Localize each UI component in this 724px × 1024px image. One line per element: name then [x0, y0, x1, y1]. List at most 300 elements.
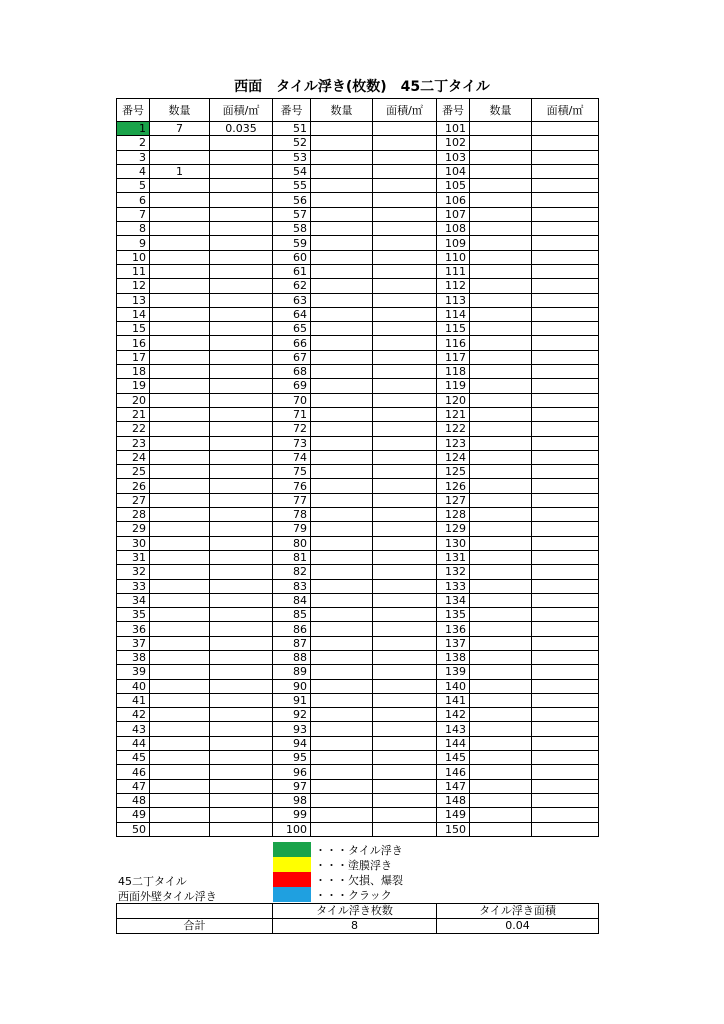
quantity-cell	[150, 207, 210, 221]
quantity-cell	[470, 122, 532, 136]
row-number-cell: 6	[117, 193, 150, 207]
row-number-cell: 148	[437, 793, 470, 807]
area-cell: 0.035	[210, 122, 273, 136]
row-number-cell: 39	[117, 665, 150, 679]
row-number-cell: 94	[273, 736, 311, 750]
row-number-cell: 38	[117, 650, 150, 664]
quantity-cell	[150, 336, 210, 350]
area-cell	[373, 350, 437, 364]
row-number-cell: 49	[117, 808, 150, 822]
quantity-cell	[470, 279, 532, 293]
row-number-cell: 55	[273, 179, 311, 193]
quantity-cell	[311, 765, 373, 779]
row-number-cell: 66	[273, 336, 311, 350]
quantity-cell	[311, 393, 373, 407]
area-cell	[373, 722, 437, 736]
quantity-cell	[150, 751, 210, 765]
quantity-cell	[311, 679, 373, 693]
area-cell	[373, 393, 437, 407]
area-cell	[532, 736, 599, 750]
row-number-cell: 63	[273, 293, 311, 307]
area-cell	[373, 736, 437, 750]
row-number-cell: 73	[273, 436, 311, 450]
table-row	[117, 307, 599, 321]
quantity-cell	[311, 450, 373, 464]
quantity-cell	[311, 508, 373, 522]
row-number-cell: 135	[437, 608, 470, 622]
summary-count-value: 8	[273, 919, 437, 934]
header-number: 番号	[437, 99, 470, 122]
table-row	[117, 593, 599, 607]
quantity-cell	[470, 522, 532, 536]
row-number-cell: 51	[273, 122, 311, 136]
area-cell	[532, 193, 599, 207]
row-number-cell: 3	[117, 150, 150, 164]
legend-label: ・・・タイル浮き	[315, 843, 403, 857]
quantity-cell	[150, 350, 210, 364]
area-cell	[210, 493, 273, 507]
row-number-cell: 41	[117, 693, 150, 707]
quantity-cell	[470, 293, 532, 307]
area-cell	[210, 136, 273, 150]
quantity-cell	[311, 193, 373, 207]
quantity-cell	[311, 665, 373, 679]
area-cell	[373, 493, 437, 507]
area-cell	[373, 608, 437, 622]
legend-item	[273, 872, 403, 887]
row-number-cell: 59	[273, 236, 311, 250]
area-cell	[532, 436, 599, 450]
row-number-cell: 26	[117, 479, 150, 493]
row-number-cell: 120	[437, 393, 470, 407]
table-row	[117, 150, 599, 164]
area-cell	[210, 793, 273, 807]
table-row	[117, 236, 599, 250]
row-number-cell: 121	[437, 407, 470, 421]
row-number-cell: 4	[117, 164, 150, 178]
area-cell	[532, 322, 599, 336]
row-number-cell: 88	[273, 650, 311, 664]
row-number-cell: 128	[437, 508, 470, 522]
area-cell	[532, 636, 599, 650]
quantity-cell	[311, 307, 373, 321]
area-cell	[210, 622, 273, 636]
row-number-cell: 127	[437, 493, 470, 507]
area-cell	[532, 379, 599, 393]
area-cell	[373, 679, 437, 693]
header-area: 面積/㎡	[210, 99, 273, 122]
area-cell	[373, 222, 437, 236]
row-number-cell: 16	[117, 336, 150, 350]
quantity-cell	[470, 136, 532, 150]
quantity-cell	[150, 379, 210, 393]
row-number-cell: 71	[273, 407, 311, 421]
color-legend	[273, 842, 403, 902]
area-cell	[532, 608, 599, 622]
area-cell	[532, 279, 599, 293]
table-row	[117, 808, 599, 822]
legend-swatch-green	[273, 842, 311, 857]
area-cell	[210, 336, 273, 350]
area-cell	[532, 307, 599, 321]
area-cell	[532, 550, 599, 564]
quantity-cell	[470, 250, 532, 264]
quantity-cell	[470, 608, 532, 622]
quantity-cell	[470, 222, 532, 236]
table-row	[117, 579, 599, 593]
quantity-cell	[311, 222, 373, 236]
area-cell	[210, 608, 273, 622]
quantity-cell	[311, 550, 373, 564]
row-number-cell: 82	[273, 565, 311, 579]
area-cell	[373, 465, 437, 479]
summary-count-header: タイル浮き枚数	[273, 904, 437, 919]
quantity-cell	[150, 179, 210, 193]
area-cell	[532, 822, 599, 836]
area-cell	[373, 164, 437, 178]
legend-item	[273, 842, 403, 857]
row-number-cell: 19	[117, 379, 150, 393]
area-cell	[373, 179, 437, 193]
quantity-cell	[150, 822, 210, 836]
row-number-cell: 17	[117, 350, 150, 364]
row-number-cell: 140	[437, 679, 470, 693]
quantity-cell	[470, 636, 532, 650]
row-number-cell: 102	[437, 136, 470, 150]
area-cell	[373, 579, 437, 593]
header-area: 面積/㎡	[373, 99, 437, 122]
area-cell	[532, 336, 599, 350]
row-number-cell: 93	[273, 722, 311, 736]
row-number-cell: 137	[437, 636, 470, 650]
row-number-cell: 87	[273, 636, 311, 650]
quantity-cell	[311, 736, 373, 750]
quantity-cell	[470, 465, 532, 479]
legend-item	[273, 887, 403, 902]
row-number-cell: 96	[273, 765, 311, 779]
quantity-cell	[150, 264, 210, 278]
area-cell	[210, 179, 273, 193]
row-number-cell: 78	[273, 508, 311, 522]
area-cell	[532, 465, 599, 479]
area-cell	[373, 479, 437, 493]
row-number-cell: 42	[117, 708, 150, 722]
quantity-cell	[150, 465, 210, 479]
summary-area-value: 0.04	[437, 919, 599, 934]
row-number-cell: 60	[273, 250, 311, 264]
row-number-cell: 44	[117, 736, 150, 750]
quantity-cell	[150, 393, 210, 407]
area-cell	[532, 593, 599, 607]
quantity-cell	[311, 236, 373, 250]
row-number-cell: 145	[437, 751, 470, 765]
area-cell	[532, 450, 599, 464]
quantity-cell	[311, 164, 373, 178]
quantity-cell	[150, 279, 210, 293]
table-row	[117, 293, 599, 307]
quantity-cell	[311, 207, 373, 221]
table-row	[117, 207, 599, 221]
area-cell	[532, 722, 599, 736]
row-number-cell: 31	[117, 550, 150, 564]
quantity-cell	[470, 565, 532, 579]
quantity-cell	[470, 579, 532, 593]
area-cell	[373, 508, 437, 522]
row-number-cell: 36	[117, 622, 150, 636]
quantity-cell	[470, 665, 532, 679]
table-row	[117, 522, 599, 536]
quantity-cell	[311, 350, 373, 364]
area-cell	[373, 122, 437, 136]
row-number-cell: 22	[117, 422, 150, 436]
row-number-cell: 13	[117, 293, 150, 307]
quantity-cell	[470, 164, 532, 178]
header-number: 番号	[117, 99, 150, 122]
row-number-cell: 149	[437, 808, 470, 822]
row-number-cell: 115	[437, 322, 470, 336]
row-number-cell: 70	[273, 393, 311, 407]
row-number-cell: 27	[117, 493, 150, 507]
table-row	[117, 751, 599, 765]
table-row	[117, 264, 599, 278]
table-row	[117, 122, 599, 136]
quantity-cell	[470, 722, 532, 736]
area-cell	[210, 150, 273, 164]
table-row	[117, 822, 599, 836]
area-cell	[532, 679, 599, 693]
area-cell	[532, 407, 599, 421]
area-cell	[532, 150, 599, 164]
quantity-cell	[311, 693, 373, 707]
row-number-cell: 86	[273, 622, 311, 636]
quantity-cell	[150, 565, 210, 579]
row-number-cell: 83	[273, 579, 311, 593]
table-row	[117, 136, 599, 150]
area-cell	[373, 808, 437, 822]
quantity-cell	[150, 436, 210, 450]
quantity-cell	[470, 536, 532, 550]
area-cell	[532, 479, 599, 493]
table-row	[117, 322, 599, 336]
area-cell	[532, 708, 599, 722]
tile-type-label: 45二丁タイル	[118, 875, 187, 888]
table-row	[117, 779, 599, 793]
row-number-cell: 1	[117, 122, 150, 136]
area-cell	[210, 665, 273, 679]
quantity-cell	[311, 379, 373, 393]
summary-total-label: 合計	[117, 919, 273, 934]
quantity-cell	[470, 508, 532, 522]
row-number-cell: 108	[437, 222, 470, 236]
table-row	[117, 693, 599, 707]
row-number-cell: 30	[117, 536, 150, 550]
quantity-cell	[150, 536, 210, 550]
area-cell	[210, 822, 273, 836]
area-cell	[373, 407, 437, 421]
quantity-cell	[311, 579, 373, 593]
row-number-cell: 106	[437, 193, 470, 207]
quantity-cell	[470, 779, 532, 793]
quantity-cell	[150, 579, 210, 593]
quantity-cell	[470, 379, 532, 393]
row-number-cell: 122	[437, 422, 470, 436]
legend-swatch-yellow	[273, 857, 311, 872]
quantity-cell	[470, 193, 532, 207]
quantity-cell	[470, 593, 532, 607]
quantity-cell	[470, 307, 532, 321]
row-number-cell: 53	[273, 150, 311, 164]
area-cell	[373, 150, 437, 164]
area-cell	[532, 422, 599, 436]
area-cell	[373, 665, 437, 679]
row-number-cell: 33	[117, 579, 150, 593]
area-cell	[532, 222, 599, 236]
row-number-cell: 90	[273, 679, 311, 693]
area-cell	[210, 708, 273, 722]
area-cell	[210, 250, 273, 264]
row-number-cell: 9	[117, 236, 150, 250]
area-cell	[373, 536, 437, 550]
quantity-cell	[470, 550, 532, 564]
row-number-cell: 67	[273, 350, 311, 364]
row-number-cell: 15	[117, 322, 150, 336]
area-cell	[210, 193, 273, 207]
area-cell	[210, 293, 273, 307]
area-cell	[373, 650, 437, 664]
quantity-cell	[150, 779, 210, 793]
row-number-cell: 48	[117, 793, 150, 807]
row-number-cell: 99	[273, 808, 311, 822]
area-cell	[373, 793, 437, 807]
area-cell	[532, 365, 599, 379]
row-number-cell: 125	[437, 465, 470, 479]
quantity-cell	[150, 493, 210, 507]
row-number-cell: 7	[117, 207, 150, 221]
area-cell	[373, 565, 437, 579]
area-cell	[532, 579, 599, 593]
area-cell	[210, 279, 273, 293]
quantity-cell	[470, 693, 532, 707]
row-number-cell: 76	[273, 479, 311, 493]
row-number-cell: 111	[437, 264, 470, 278]
area-cell	[210, 650, 273, 664]
quantity-cell	[150, 250, 210, 264]
quantity-cell	[311, 479, 373, 493]
row-number-cell: 75	[273, 465, 311, 479]
quantity-cell	[150, 307, 210, 321]
area-cell	[532, 508, 599, 522]
quantity-cell	[470, 493, 532, 507]
row-number-cell: 77	[273, 493, 311, 507]
row-number-cell: 20	[117, 393, 150, 407]
area-cell	[210, 307, 273, 321]
row-number-cell: 91	[273, 693, 311, 707]
area-cell	[532, 236, 599, 250]
area-cell	[532, 779, 599, 793]
row-number-cell: 12	[117, 279, 150, 293]
row-number-cell: 89	[273, 665, 311, 679]
row-number-cell: 100	[273, 822, 311, 836]
legend-swatch-red	[273, 872, 311, 887]
page-title: 西面 タイル浮き(枚数) 45二丁タイル	[234, 79, 490, 95]
row-number-cell: 129	[437, 522, 470, 536]
quantity-cell	[311, 522, 373, 536]
row-number-cell: 61	[273, 264, 311, 278]
quantity-cell	[470, 393, 532, 407]
row-number-cell: 134	[437, 593, 470, 607]
table-row	[117, 665, 599, 679]
quantity-cell	[150, 136, 210, 150]
row-number-cell: 21	[117, 407, 150, 421]
row-number-cell: 141	[437, 693, 470, 707]
quantity-cell	[150, 765, 210, 779]
table-header-row	[117, 99, 599, 122]
area-cell	[532, 350, 599, 364]
row-number-cell: 5	[117, 179, 150, 193]
row-number-cell: 136	[437, 622, 470, 636]
table-row	[117, 608, 599, 622]
row-number-cell: 80	[273, 536, 311, 550]
area-cell	[210, 350, 273, 364]
row-number-cell: 32	[117, 565, 150, 579]
quantity-cell	[470, 179, 532, 193]
area-cell	[210, 722, 273, 736]
area-cell	[210, 164, 273, 178]
row-number-cell: 29	[117, 522, 150, 536]
area-cell	[373, 450, 437, 464]
row-number-cell: 118	[437, 365, 470, 379]
row-number-cell: 112	[437, 279, 470, 293]
quantity-cell: 1	[150, 164, 210, 178]
area-cell	[532, 536, 599, 550]
table-row	[117, 379, 599, 393]
row-number-cell: 119	[437, 379, 470, 393]
table-row	[117, 336, 599, 350]
row-number-cell: 50	[117, 822, 150, 836]
table-row	[117, 650, 599, 664]
quantity-cell	[470, 336, 532, 350]
row-number-cell: 114	[437, 307, 470, 321]
quantity-cell	[470, 808, 532, 822]
quantity-cell	[150, 608, 210, 622]
row-number-cell: 97	[273, 779, 311, 793]
table-row	[117, 393, 599, 407]
quantity-cell	[311, 465, 373, 479]
quantity-cell	[311, 122, 373, 136]
legend-label: ・・・塗膜浮き	[315, 858, 392, 872]
quantity-cell	[150, 793, 210, 807]
quantity-cell	[311, 336, 373, 350]
area-cell	[373, 307, 437, 321]
area-cell	[210, 693, 273, 707]
row-number-cell: 117	[437, 350, 470, 364]
row-number-cell: 52	[273, 136, 311, 150]
quantity-cell	[470, 436, 532, 450]
table-row	[117, 736, 599, 750]
quantity-cell	[150, 236, 210, 250]
area-cell	[532, 164, 599, 178]
area-cell	[210, 593, 273, 607]
area-cell	[210, 422, 273, 436]
tile-table	[116, 98, 599, 837]
area-cell	[210, 379, 273, 393]
area-cell	[532, 122, 599, 136]
quantity-cell	[311, 808, 373, 822]
quantity-cell	[311, 822, 373, 836]
quantity-cell	[470, 350, 532, 364]
quantity-cell	[311, 650, 373, 664]
table-row	[117, 479, 599, 493]
